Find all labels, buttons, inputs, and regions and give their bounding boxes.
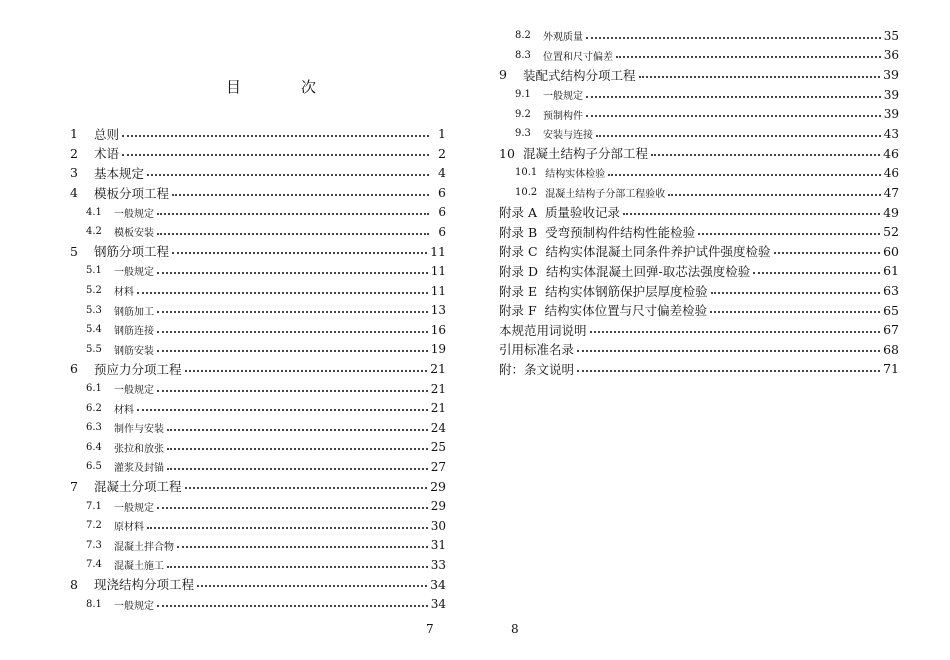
toc-entry-page: 61 <box>883 263 899 279</box>
toc-entry-title: 位置和尺寸偏差 <box>543 51 613 63</box>
toc-dot-leader <box>122 135 429 137</box>
toc-entry-page: 2 <box>438 145 446 161</box>
toc-entry-number: 9 <box>499 67 507 83</box>
toc-entry-number: 附录 F <box>499 303 537 319</box>
toc-entry-number: 6.3 <box>86 422 102 434</box>
toc-dot-leader <box>577 350 880 352</box>
toc-entry-page: 47 <box>883 185 899 200</box>
toc-dot-leader <box>157 605 428 607</box>
toc-entry-page: 30 <box>430 518 446 533</box>
toc-entry <box>70 163 446 183</box>
toc-entry-page: 21 <box>430 381 446 396</box>
toc-entry-title: 灌浆及封锚 <box>114 463 164 475</box>
toc-entry-page: 43 <box>883 126 899 141</box>
toc-entry-number: 3 <box>70 165 78 181</box>
toc-entry-title: 安装与连接 <box>543 130 593 142</box>
toc-entry-title: 一般规定 <box>114 208 154 220</box>
toc-entry-title: 一般规定 <box>114 502 154 514</box>
toc-entry-number: 7.1 <box>86 500 102 512</box>
toc-entry-title: 张拉和放张 <box>114 443 164 455</box>
toc-dot-leader <box>639 76 881 78</box>
toc-entry <box>499 85 899 105</box>
toc-entry-page: 46 <box>883 145 899 161</box>
toc-entry <box>70 222 446 242</box>
toc-entry-page: 1 <box>438 126 446 142</box>
toc-entry <box>499 144 899 164</box>
toc-dot-leader <box>185 370 428 372</box>
toc-dot-leader <box>774 252 881 254</box>
toc-entry-title: 本规范用词说明 <box>499 322 587 338</box>
toc-dot-leader <box>167 429 428 431</box>
toc-entry-number: 8.1 <box>86 598 102 610</box>
toc-entry <box>499 163 899 183</box>
toc-entry-page: 13 <box>430 303 446 318</box>
toc-entry <box>70 594 446 614</box>
toc-entry-number: 9.1 <box>515 89 531 101</box>
toc-entry-page: 11 <box>430 263 446 278</box>
toc-entry-number: 8.3 <box>515 49 531 61</box>
toc-entry-page: 34 <box>430 597 446 612</box>
toc-entry-title: 模板分项工程 <box>94 185 170 201</box>
toc-entry-title: 混凝土拌合物 <box>114 541 174 553</box>
page-number-right: 8 <box>511 622 519 636</box>
toc-entry-number: 6 <box>70 361 78 377</box>
toc-entry-page: 24 <box>430 420 446 435</box>
toc-entry-number: 附录 D <box>499 263 538 279</box>
toc-entry-number: 5.3 <box>86 304 102 316</box>
toc-entry-page: 21 <box>430 361 446 377</box>
toc-entry <box>70 535 446 555</box>
toc-entry <box>70 496 446 516</box>
toc-dot-leader <box>172 194 429 196</box>
toc-entry-page: 39 <box>883 107 899 122</box>
toc-dot-leader <box>197 585 427 587</box>
toc-entry-number: 5 <box>70 243 78 259</box>
toc-list-left <box>70 124 446 614</box>
toc-dot-leader <box>753 272 880 274</box>
toc-entry <box>499 65 899 85</box>
toc-entry <box>499 202 899 222</box>
toc-dot-leader <box>172 252 427 254</box>
toc-entry <box>70 555 446 575</box>
toc-entry-title: 受弯预制构件结构性能检验 <box>545 224 696 240</box>
toc-dot-leader <box>608 174 880 176</box>
toc-entry-title: 钢筋分项工程 <box>94 244 170 260</box>
toc-entry-title: 钢筋安装 <box>114 345 154 357</box>
toc-dot-leader <box>586 37 881 39</box>
toc-entry-number: 附录 A <box>499 205 538 221</box>
toc-entry-title: 外观质量 <box>543 32 583 44</box>
toc-entry <box>499 104 899 124</box>
toc-dot-leader <box>616 56 881 58</box>
toc-entry-number: 9.2 <box>515 108 531 120</box>
toc-entry-page: 27 <box>430 459 446 474</box>
toc-entry-number: 4.2 <box>86 226 102 238</box>
toc-dot-leader <box>577 370 880 372</box>
toc-entry-number: 7.4 <box>86 559 102 571</box>
toc-dot-leader <box>167 468 428 470</box>
toc-entry-title: 预制构件 <box>543 110 583 122</box>
toc-entry-title: 材料 <box>114 404 134 416</box>
toc-entry-page: 6 <box>438 205 446 220</box>
toc-entry-page: 60 <box>883 243 899 259</box>
toc-entry-number: 附录 B <box>499 224 538 240</box>
toc-entry-title: 引用标准名录 <box>499 342 575 358</box>
toc-entry-page: 52 <box>883 224 899 240</box>
toc-dot-leader <box>157 233 429 235</box>
toc-dot-leader <box>157 331 428 333</box>
toc-entry-title: 结构实体混凝土同条件养护试件强度检验 <box>545 244 771 260</box>
toc-dot-leader <box>651 154 880 156</box>
toc-dot-leader <box>167 566 428 568</box>
toc-entry <box>499 26 899 46</box>
toc-entry <box>499 242 899 262</box>
toc-dot-leader <box>185 487 428 489</box>
toc-entry-title: 模板安装 <box>114 228 154 240</box>
toc-entry-title: 结构实体位置与尺寸偏差检验 <box>544 303 708 319</box>
toc-entry-number: 8.2 <box>515 30 531 42</box>
toc-entry-number: 5.1 <box>86 265 102 277</box>
toc-dot-leader <box>586 115 881 117</box>
toc-entry <box>70 418 446 438</box>
toc-entry-number: 6.5 <box>86 461 102 473</box>
toc-entry-page: 6 <box>438 185 446 201</box>
toc-entry-page: 34 <box>430 576 446 592</box>
toc-entry-number: 10 <box>499 145 515 161</box>
toc-entry-page: 29 <box>430 499 446 514</box>
toc-entry <box>499 183 899 203</box>
toc-entry-page: 63 <box>883 283 899 299</box>
toc-entry <box>499 359 899 379</box>
toc-entry <box>70 477 446 497</box>
toc-entry-title: 术语 <box>94 146 120 162</box>
toc-entry-title: 钢筋连接 <box>114 326 154 338</box>
toc-dot-leader <box>623 213 880 215</box>
toc-entry-number: 1 <box>70 126 78 142</box>
toc-dot-leader <box>157 350 428 352</box>
toc-entry-page: 29 <box>430 478 446 494</box>
toc-dot-leader <box>157 507 428 509</box>
toc-entry-number: 4.1 <box>86 206 102 218</box>
toc-entry <box>70 398 446 418</box>
toc-entry-page: 39 <box>883 67 899 83</box>
toc-entry-page: 39 <box>883 87 899 102</box>
toc-dot-leader <box>596 135 881 137</box>
toc-entry-number: 7 <box>70 478 78 494</box>
toc-dot-leader <box>137 409 428 411</box>
toc-entry-title: 制作与安装 <box>114 424 164 436</box>
toc-entry <box>70 359 446 379</box>
toc-entry-page: 16 <box>430 322 446 337</box>
toc-entry-page: 67 <box>883 322 899 338</box>
toc-entry-page: 6 <box>438 224 446 239</box>
toc-entry <box>70 124 446 144</box>
toc-dot-leader <box>147 174 429 176</box>
toc-entry-title: 一般规定 <box>114 600 154 612</box>
toc-entry-title: 钢筋加工 <box>114 306 154 318</box>
toc-entry <box>499 281 899 301</box>
toc-dot-leader <box>711 292 880 294</box>
toc-entry-title: 混凝土施工 <box>114 561 164 573</box>
toc-entry-number: 6.1 <box>86 383 102 395</box>
toc-dot-leader <box>157 390 428 392</box>
toc-entry-title: 一般规定 <box>543 91 583 103</box>
toc-entry-number: 7.3 <box>86 539 102 551</box>
toc-entry-page: 11 <box>430 243 446 259</box>
toc-entry <box>70 438 446 458</box>
toc-entry <box>499 340 899 360</box>
toc-entry-number: 2 <box>70 145 78 161</box>
toc-entry-title: 一般规定 <box>114 267 154 279</box>
toc-entry-number: 5.4 <box>86 324 102 336</box>
toc-entry <box>499 124 899 144</box>
toc-title <box>226 76 316 97</box>
toc-dot-leader <box>122 154 429 156</box>
toc-entry <box>70 261 446 281</box>
toc-entry-title: 混凝土结构子分部工程 <box>523 146 649 162</box>
toc-entry-page: 71 <box>883 361 899 377</box>
toc-title-char-2: 次 <box>300 78 316 96</box>
toc-entry-page: 21 <box>430 401 446 416</box>
toc-entry <box>70 242 446 262</box>
toc-entry-title: 材料 <box>114 287 134 299</box>
toc-entry-page: 11 <box>430 283 446 298</box>
toc-entry-title: 结构实体检验 <box>545 169 606 181</box>
toc-entry <box>70 281 446 301</box>
toc-dot-leader <box>698 233 880 235</box>
toc-entry-page: 25 <box>430 440 446 455</box>
toc-entry-number: 5.2 <box>86 285 102 297</box>
toc-entry-number: 4 <box>70 185 78 201</box>
toc-entry <box>70 144 446 164</box>
toc-entry-title: 结构实体混凝土回弹-取芯法强度检验 <box>546 263 751 279</box>
toc-entry <box>70 457 446 477</box>
toc-entry-title: 现浇结构分项工程 <box>94 577 195 593</box>
toc-entry-page: 65 <box>883 302 899 318</box>
toc-entry <box>70 300 446 320</box>
toc-entry <box>499 300 899 320</box>
toc-dot-leader <box>157 272 428 274</box>
toc-entry <box>70 379 446 399</box>
toc-entry-page: 49 <box>883 204 899 220</box>
toc-entry-page: 46 <box>883 165 899 180</box>
toc-entry-number: 10.2 <box>515 187 538 199</box>
toc-entry-page: 33 <box>430 557 446 572</box>
toc-entry-title: 附：条文说明 <box>499 361 575 377</box>
toc-entry-title: 原材料 <box>114 522 144 534</box>
toc-entry-number: 5.5 <box>86 343 102 355</box>
toc-entry-title: 混凝土结构子分部工程验收 <box>545 189 666 201</box>
toc-entry-page: 19 <box>430 342 446 357</box>
toc-dot-leader <box>668 194 880 196</box>
toc-dot-leader <box>167 448 428 450</box>
toc-entry-number: 10.1 <box>515 167 538 179</box>
toc-dot-leader <box>586 96 881 98</box>
toc-entry <box>70 340 446 360</box>
toc-entry <box>499 261 899 281</box>
toc-entry-title: 总则 <box>94 126 120 142</box>
toc-entry-title: 结构实体钢筋保护层厚度检验 <box>545 283 708 299</box>
toc-entry-number: 附录 C <box>499 244 538 260</box>
toc-dot-leader <box>147 527 428 529</box>
toc-entry-page: 68 <box>883 341 899 357</box>
toc-entry-title: 装配式结构分项工程 <box>523 67 636 83</box>
toc-entry <box>70 516 446 536</box>
toc-dot-leader <box>177 546 428 548</box>
toc-title-char-1: 目 <box>226 78 242 96</box>
toc-entry-number: 6.4 <box>86 441 102 453</box>
right-page <box>475 0 950 660</box>
page-number-left: 7 <box>426 622 434 636</box>
toc-dot-leader <box>710 311 880 313</box>
toc-entry <box>70 202 446 222</box>
toc-entry-title: 一般规定 <box>114 385 154 397</box>
toc-entry <box>499 46 899 66</box>
toc-dot-leader <box>590 331 881 333</box>
toc-entry-page: 35 <box>883 28 899 43</box>
toc-entry <box>70 183 446 203</box>
toc-entry-number: 附录 E <box>499 283 538 299</box>
toc-dot-leader <box>137 292 428 294</box>
toc-entry-number: 8 <box>70 576 78 592</box>
toc-entry-title: 混凝土分项工程 <box>94 479 182 495</box>
toc-dot-leader <box>157 213 429 215</box>
toc-entry <box>499 320 899 340</box>
toc-entry-title: 基本规定 <box>94 165 145 181</box>
toc-entry-page: 36 <box>883 48 899 63</box>
toc-dot-leader <box>157 311 428 313</box>
toc-list-right <box>499 26 899 379</box>
toc-entry <box>70 575 446 595</box>
toc-entry-page: 31 <box>430 538 446 553</box>
toc-entry <box>499 222 899 242</box>
toc-entry-title: 预应力分项工程 <box>94 361 182 377</box>
toc-entry <box>70 320 446 340</box>
toc-entry-number: 7.2 <box>86 520 102 532</box>
toc-entry-page: 4 <box>438 165 446 181</box>
toc-entry-number: 6.2 <box>86 402 102 414</box>
toc-entry-title: 质量验收记录 <box>545 205 621 221</box>
toc-entry-number: 9.3 <box>515 128 531 140</box>
